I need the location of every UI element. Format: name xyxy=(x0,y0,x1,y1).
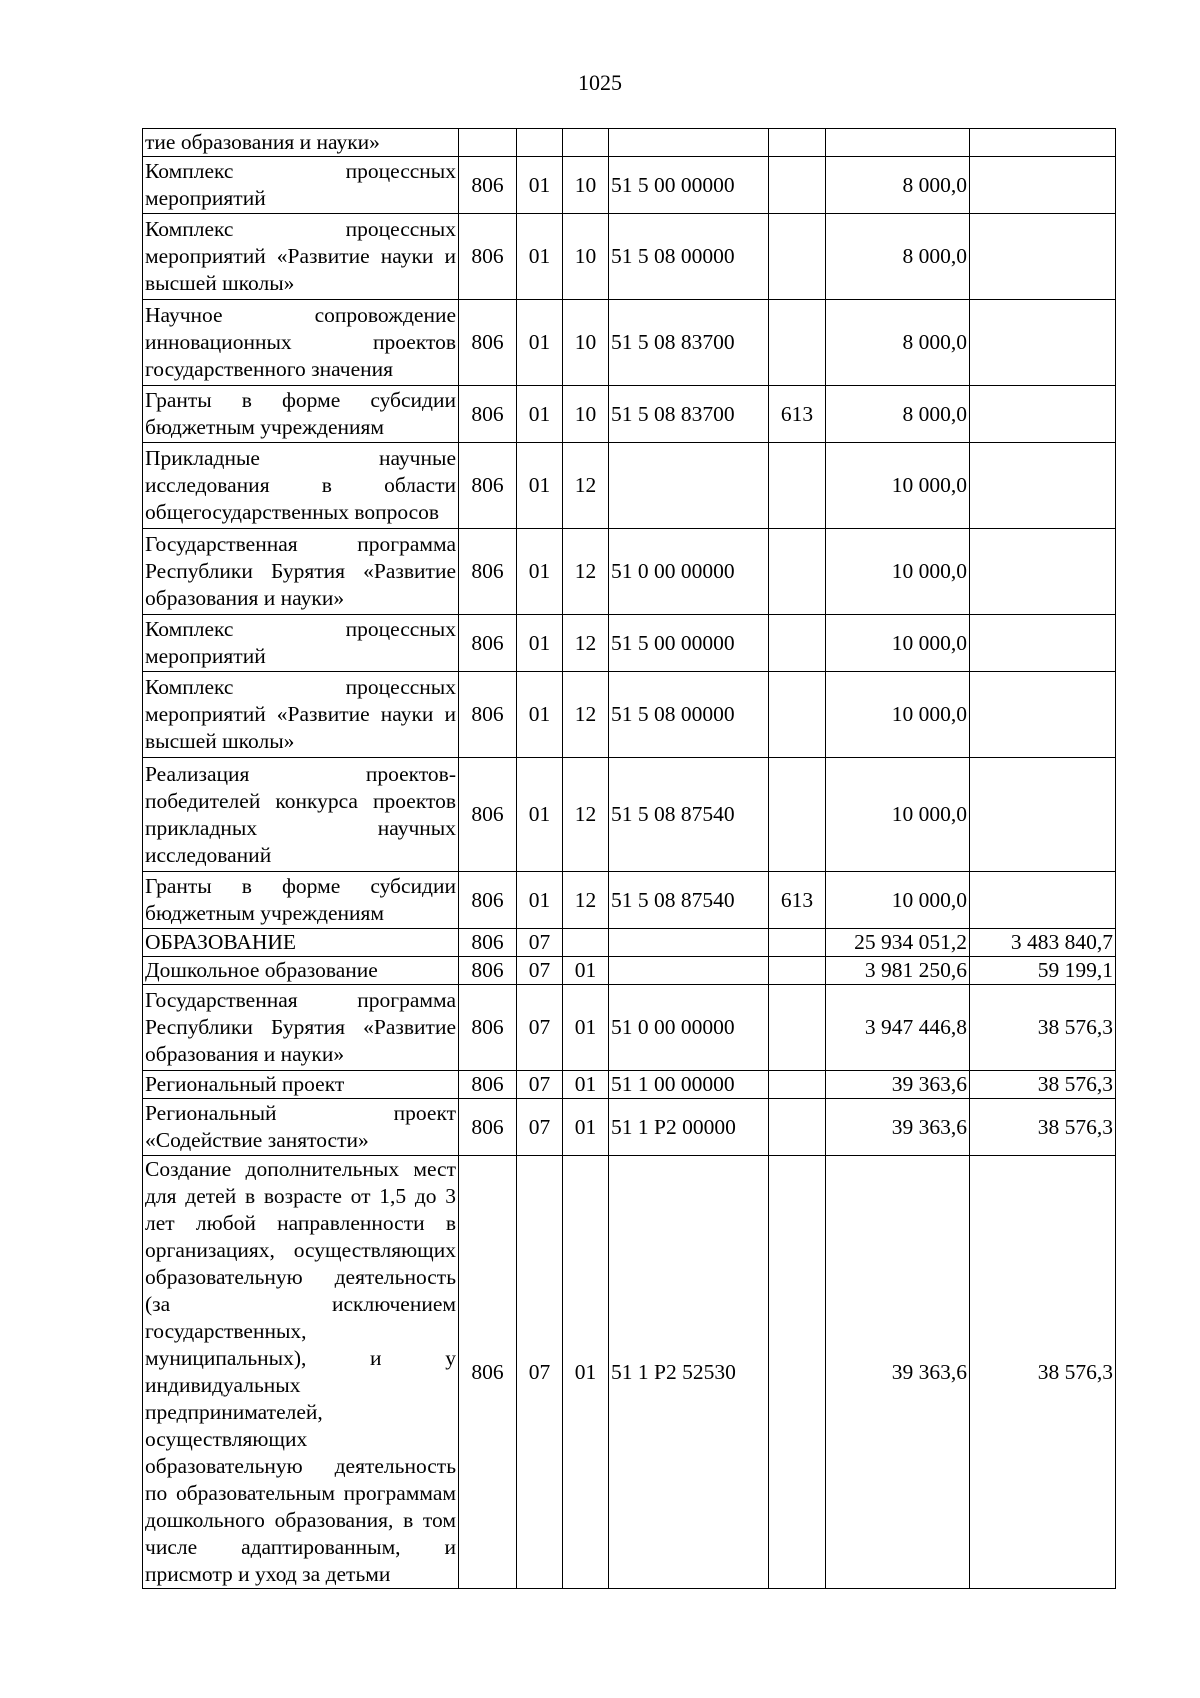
row-name: тие образования и науки» xyxy=(143,129,459,157)
table-row xyxy=(143,1099,1116,1156)
cell-pr: 01 xyxy=(563,1099,609,1156)
table-row xyxy=(143,872,1116,929)
cell-sum1: 8 000,0 xyxy=(826,157,970,214)
row-name: Реализация проектов-победителей конкурса проектов прикладных научных исследований xyxy=(143,758,459,872)
table-row xyxy=(143,615,1116,672)
row-name: Дошкольное образование xyxy=(143,957,459,985)
cell-gr: 806 xyxy=(459,1071,517,1099)
cell-sum1: 8 000,0 xyxy=(826,300,970,386)
row-name: Комплекс процессных мероприятий xyxy=(143,157,459,214)
cell-gr: 806 xyxy=(459,386,517,443)
row-name: ОБРАЗОВАНИЕ xyxy=(143,929,459,957)
cell-vr xyxy=(769,985,826,1071)
cell-pr xyxy=(563,929,609,957)
table-row xyxy=(143,758,1116,872)
cell-gr: 806 xyxy=(459,214,517,300)
row-name: Государственная программа Республики Бурятия «Развитие образования и науки» xyxy=(143,529,459,615)
cell-vr xyxy=(769,300,826,386)
cell-csr xyxy=(609,957,769,985)
cell-gr: 806 xyxy=(459,300,517,386)
cell-csr: 51 1 00 00000 xyxy=(609,1071,769,1099)
cell-vr: 613 xyxy=(769,872,826,929)
table-row xyxy=(143,1156,1116,1589)
cell-pr: 12 xyxy=(563,672,609,758)
table-row xyxy=(143,985,1116,1071)
row-name: Комплекс процессных мероприятий «Развитие науки и высшей школы» xyxy=(143,672,459,758)
cell-csr xyxy=(609,929,769,957)
row-name: Гранты в форме субсидии бюджетным учреждениям xyxy=(143,872,459,929)
cell-rz: 01 xyxy=(517,386,563,443)
cell-gr: 806 xyxy=(459,929,517,957)
table-row xyxy=(143,214,1116,300)
table-row xyxy=(143,386,1116,443)
cell-sum1: 10 000,0 xyxy=(826,615,970,672)
cell-sum1: 39 363,6 xyxy=(826,1099,970,1156)
cell-sum2 xyxy=(970,615,1116,672)
cell-gr: 806 xyxy=(459,758,517,872)
cell-pr: 12 xyxy=(563,615,609,672)
cell-rz: 01 xyxy=(517,615,563,672)
row-name: Создание дополнительных мест для детей в возрасте от 1,5 до 3 лет любой направленности в организациях, осуществляющих образовательную деятельность (за исключением государственных, муниципальных), и у индивидуальных предпринимателей, осуществляющих образовательную деятельность по образовательным программам дошкольного образования, в том числе адаптированным, и присмотр и уход за детьми xyxy=(143,1156,459,1589)
cell-pr: 12 xyxy=(563,872,609,929)
cell-gr: 806 xyxy=(459,157,517,214)
cell-vr xyxy=(769,1156,826,1589)
cell-rz: 01 xyxy=(517,214,563,300)
cell-sum1: 10 000,0 xyxy=(826,872,970,929)
cell-csr xyxy=(609,129,769,157)
cell-gr: 806 xyxy=(459,1156,517,1589)
cell-csr: 51 1 Р2 52530 xyxy=(609,1156,769,1589)
row-name: Комплекс процессных мероприятий xyxy=(143,615,459,672)
cell-pr: 01 xyxy=(563,1156,609,1589)
cell-csr: 51 5 08 87540 xyxy=(609,872,769,929)
cell-sum2 xyxy=(970,129,1116,157)
cell-pr: 10 xyxy=(563,300,609,386)
cell-gr: 806 xyxy=(459,672,517,758)
cell-sum2 xyxy=(970,872,1116,929)
cell-sum2: 38 576,3 xyxy=(970,985,1116,1071)
cell-gr: 806 xyxy=(459,957,517,985)
row-name: Региональный проект «Содействие занятости» xyxy=(143,1099,459,1156)
cell-rz: 01 xyxy=(517,758,563,872)
cell-sum1: 3 947 446,8 xyxy=(826,985,970,1071)
cell-gr: 806 xyxy=(459,872,517,929)
cell-pr: 01 xyxy=(563,1071,609,1099)
cell-rz: 01 xyxy=(517,300,563,386)
cell-rz: 01 xyxy=(517,872,563,929)
cell-rz: 01 xyxy=(517,157,563,214)
cell-csr xyxy=(609,443,769,529)
cell-csr: 51 5 08 87540 xyxy=(609,758,769,872)
table-row xyxy=(143,1071,1116,1099)
cell-gr: 806 xyxy=(459,985,517,1071)
cell-sum2: 38 576,3 xyxy=(970,1099,1116,1156)
cell-pr: 10 xyxy=(563,214,609,300)
cell-pr: 10 xyxy=(563,157,609,214)
cell-gr xyxy=(459,129,517,157)
cell-sum1: 25 934 051,2 xyxy=(826,929,970,957)
cell-csr: 51 1 Р2 00000 xyxy=(609,1099,769,1156)
row-name: Региональный проект xyxy=(143,1071,459,1099)
cell-csr: 51 0 00 00000 xyxy=(609,985,769,1071)
cell-vr xyxy=(769,157,826,214)
table-row xyxy=(143,443,1116,529)
cell-rz: 07 xyxy=(517,1099,563,1156)
cell-vr xyxy=(769,129,826,157)
table-row xyxy=(143,129,1116,157)
cell-rz: 07 xyxy=(517,1071,563,1099)
row-name: Научное сопровождение инновационных проектов государственного значения xyxy=(143,300,459,386)
table-row xyxy=(143,300,1116,386)
cell-sum2 xyxy=(970,300,1116,386)
cell-csr: 51 5 08 83700 xyxy=(609,386,769,443)
cell-sum1: 8 000,0 xyxy=(826,386,970,443)
cell-sum2 xyxy=(970,529,1116,615)
cell-sum1: 39 363,6 xyxy=(826,1156,970,1589)
cell-sum1: 10 000,0 xyxy=(826,529,970,615)
cell-sum1 xyxy=(826,129,970,157)
cell-rz: 07 xyxy=(517,929,563,957)
cell-sum2 xyxy=(970,758,1116,872)
cell-gr: 806 xyxy=(459,529,517,615)
table-row xyxy=(143,529,1116,615)
cell-pr: 12 xyxy=(563,443,609,529)
row-name: Прикладные научные исследования в области общегосударственных вопросов xyxy=(143,443,459,529)
row-name: Гранты в форме субсидии бюджетным учреждениям xyxy=(143,386,459,443)
cell-sum2 xyxy=(970,386,1116,443)
cell-csr: 51 0 00 00000 xyxy=(609,529,769,615)
cell-sum2 xyxy=(970,157,1116,214)
cell-sum2 xyxy=(970,214,1116,300)
cell-vr xyxy=(769,929,826,957)
cell-rz: 07 xyxy=(517,985,563,1071)
cell-pr xyxy=(563,129,609,157)
cell-csr: 51 5 08 83700 xyxy=(609,300,769,386)
cell-rz: 01 xyxy=(517,672,563,758)
cell-gr: 806 xyxy=(459,1099,517,1156)
cell-vr: 613 xyxy=(769,386,826,443)
cell-sum2 xyxy=(970,443,1116,529)
cell-rz: 01 xyxy=(517,529,563,615)
cell-vr xyxy=(769,758,826,872)
cell-sum2: 38 576,3 xyxy=(970,1156,1116,1589)
cell-sum2: 38 576,3 xyxy=(970,1071,1116,1099)
cell-sum1: 8 000,0 xyxy=(826,214,970,300)
cell-csr: 51 5 08 00000 xyxy=(609,672,769,758)
row-name: Государственная программа Республики Бурятия «Развитие образования и науки» xyxy=(143,985,459,1071)
table-row xyxy=(143,929,1116,957)
cell-sum1: 10 000,0 xyxy=(826,758,970,872)
cell-sum1: 39 363,6 xyxy=(826,1071,970,1099)
cell-pr: 01 xyxy=(563,957,609,985)
cell-pr: 10 xyxy=(563,386,609,443)
cell-pr: 12 xyxy=(563,758,609,872)
cell-rz: 07 xyxy=(517,957,563,985)
cell-rz xyxy=(517,129,563,157)
table-row xyxy=(143,157,1116,214)
cell-vr xyxy=(769,957,826,985)
cell-sum1: 10 000,0 xyxy=(826,443,970,529)
cell-vr xyxy=(769,443,826,529)
cell-vr xyxy=(769,672,826,758)
cell-sum2: 3 483 840,7 xyxy=(970,929,1116,957)
cell-vr xyxy=(769,214,826,300)
cell-sum1: 10 000,0 xyxy=(826,672,970,758)
cell-sum2: 59 199,1 xyxy=(970,957,1116,985)
page-number: 1025 xyxy=(578,70,622,95)
cell-vr xyxy=(769,529,826,615)
budget-table xyxy=(142,128,1116,1589)
cell-sum2 xyxy=(970,672,1116,758)
table-row xyxy=(143,672,1116,758)
cell-vr xyxy=(769,1071,826,1099)
cell-sum1: 3 981 250,6 xyxy=(826,957,970,985)
cell-csr: 51 5 08 00000 xyxy=(609,214,769,300)
table-row xyxy=(143,957,1116,985)
row-name: Комплекс процессных мероприятий «Развитие науки и высшей школы» xyxy=(143,214,459,300)
cell-vr xyxy=(769,1099,826,1156)
cell-gr: 806 xyxy=(459,443,517,529)
cell-pr: 12 xyxy=(563,529,609,615)
cell-vr xyxy=(769,615,826,672)
cell-rz: 01 xyxy=(517,443,563,529)
cell-pr: 01 xyxy=(563,985,609,1071)
cell-csr: 51 5 00 00000 xyxy=(609,615,769,672)
cell-csr: 51 5 00 00000 xyxy=(609,157,769,214)
cell-rz: 07 xyxy=(517,1156,563,1589)
cell-gr: 806 xyxy=(459,615,517,672)
